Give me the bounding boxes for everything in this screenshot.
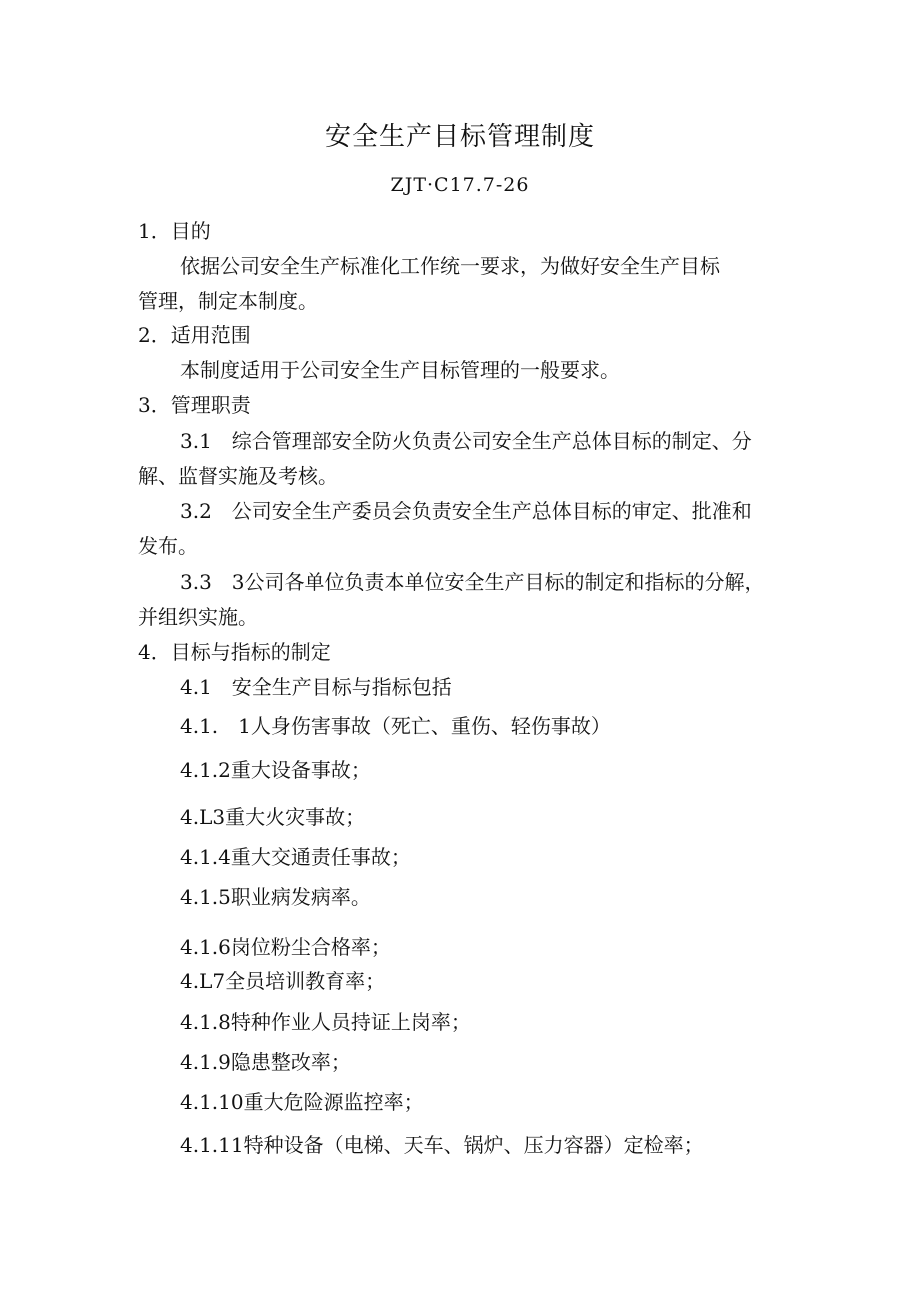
list-item: 4.1 安全生产目标与指标包括 — [180, 675, 452, 699]
list-item: 4.1.2重大设备事故； — [180, 758, 371, 782]
paragraph-line: 发布。 — [138, 534, 198, 558]
list-item: 4.1.11特种设备（电梯、天车、锅炉、压力容器）定检率； — [180, 1133, 704, 1157]
list-item: 4.1.9隐患整改率； — [180, 1050, 351, 1074]
list-item: 4.1.10重大危险源监控率； — [180, 1090, 424, 1114]
section-heading-duties: 3．管理职责 — [138, 393, 251, 417]
list-item: 4.1.5职业病发病率。 — [180, 885, 371, 909]
paragraph-line: 管理，制定本制度。 — [138, 289, 318, 313]
paragraph-line: 3.1 综合管理部安全防火负责公司安全生产总体目标的制定、分 — [180, 429, 752, 453]
list-item: 4.L3重大火灾事故； — [180, 805, 366, 829]
section-heading-purpose: 1．目的 — [138, 219, 211, 243]
list-item: 4.1.4重大交通责任事故； — [180, 845, 411, 869]
section-heading-targets: 4．目标与指标的制定 — [138, 640, 331, 664]
list-item: 4.1. 1人身伤害事故（死亡、重伤、轻伤事故） — [180, 714, 611, 738]
document-code: ZJT·C17.7-26 — [390, 174, 530, 196]
paragraph-line: 依据公司安全生产标准化工作统一要求，为做好安全生产目标 — [180, 254, 720, 278]
paragraph-line: 并组织实施。 — [138, 605, 258, 629]
list-item: 4.1.6岗位粉尘合格率； — [180, 935, 391, 959]
paragraph-line: 本制度适用于公司安全生产目标管理的一般要求。 — [180, 358, 620, 382]
list-item: 4.1.8特种作业人员持证上岗率； — [180, 1010, 471, 1034]
section-heading-scope: 2．适用范围 — [138, 323, 251, 347]
paragraph-line: 3.3 3公司各单位负责本单位安全生产目标的制定和指标的分解， — [180, 570, 765, 594]
paragraph-line: 解、监督实施及考核。 — [138, 464, 338, 488]
document-title: 安全生产目标管理制度 — [324, 122, 595, 152]
list-item: 4.L7全员培训教育率； — [180, 969, 386, 993]
paragraph-line: 3.2 公司安全生产委员会负责安全生产总体目标的审定、批准和 — [180, 499, 752, 523]
